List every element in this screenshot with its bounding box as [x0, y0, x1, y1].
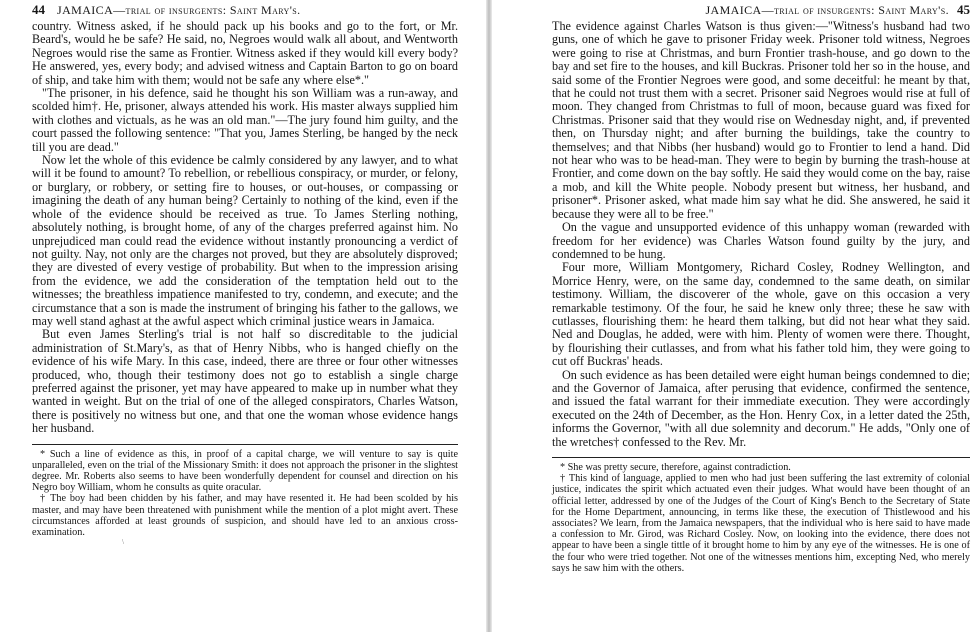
body-paragraph: On the vague and unsupported evidence of this unhappy woman (rewarded with freedom for her evidence) was Charles Watson found guilty by the jury, and condemned to be hung. — [552, 220, 970, 261]
body-paragraph: country. Witness asked, if he should pack up his books and go to the fort, or Mr. Beard's, would he be safe? He said, no, Negroes would walk all about, and Wentworth Negroes would rise the same as Frontier. Witness asked if they would kill every body? He answered, yes, every body; and advised witness and Captain Barton to go on board of ship, and take him with them; would not be safe any where else*." — [32, 19, 458, 87]
footnote: * Such a line of evidence as this, in proof of a capital charge, we will venture to say is quite unparalleled, even on the trial of the Missionary Smith: it does not approach the prisoner in the slightest degree. Mr. Roberts also seems to have been wonderfully dependent for counsel and direction on his Negro boy William, whom he consults as quite oracular. — [32, 448, 458, 494]
body-paragraph: But even James Sterling's trial is not half so discreditable to the judicial administration of St.Mary's, as that of Henry Nibbs, who is hanged chiefly on the evidence of his wife Mary. In this case, indeed, there are three or four other witnesses produced, who, though their testimony does not go to establish a single charge preferred against the prisoner, yet may have appeared to make up in number what they wanted in weight. But on the trial of one of the alleged conspirators, Charles Watson, there is positively no witness but one, and that one the woman whose evidence hangs her husband. — [32, 327, 458, 436]
body-paragraph: The evidence against Charles Watson is thus given:—"Witness's husband had two guns, one of which he gave to prisoner Friday week. Prisoner told witness, Negroes were going to rise at Christmas, and burn Frontier trash-house, and go down to the bay and set fire to the houses, and kill Buckras. Prisoner told her so in the house, and said some of the Frontier Negroes were good, and some deceitful: he meant by that, that he could not trust them with a secret. Prisoner said Negroes would rise at full of moon. They changed from Christmas to full of moon, because guard was fixed for Christmas. Prisoner said that they would rise on Wednesday night, and, if prevented then, on Thursday night; and after burning the buildings, take the country to themselves; and that Nibbs (her husband) would go to Frontier to lend a hand. Did not hear who was to be head-man. They were to begin by burning the trash-house at Frontier, and come down on the bay softly. He said they would come on the bay, raise a mob, and kill the White people. Nobody present but witness, her husband, and prisoner*. Prisoner asked, what made him say what he did. She answered, he said it because they were all to be free." — [552, 19, 970, 221]
right-footnotes — [552, 462, 970, 574]
body-paragraph: Now let the whole of this evidence be calmly considered by any lawyer, and to what will it be found to amount? To rebellion, or rebellious conspiracy, or murder, or felony, or burglary, or robbery, or setting fire to houses, or out-houses, or compassing or imagining the death of any human being? Certainly to nothing of the kind, even if the whole of the evidence should be received as true. To James Sterling nothing, absolutely nothing, is brought home, of any of the charges preferred against him. No unprejudiced man could read the evidence without instantly pronouncing a verdict of not guilty. Nay, not only are the charges not proved, but they are absolutely disproved; they are divested of every vestige of probability. But when to the impression arising from the evidence, we add the consideration of the temptation held out to the witnesses; the breathless impatience manifested to try, condemn, and execute; and the circumstance that a son is made the instrument of bringing his father to the gallows, we may well stand aghast at the awful aspect which criminal justice wears in Jamaica. — [32, 153, 458, 328]
right-body-text — [552, 20, 970, 449]
left-running-head: JAMAICA—trial of insurgents: Saint Mary's. — [57, 3, 301, 17]
left-page-header — [32, 2, 458, 18]
body-paragraph: On such evidence as has been detailed were eight human beings condemned to die; and the Governor of Jamaica, after perusing that evidence, confirmed the sentence, and issued the fatal warrant for their immediate execution. They were accordingly executed on the 24th of December, as the Hon. Henry Cox, in a letter dated the 25th, informs the Governor, "with all due solemnity and decorum." He adds, "Only one of the wretches† confessed to the Rev. Mr. — [552, 367, 970, 449]
footnote: † The boy had been chidden by his father, and may have resented it. He had been scolded by his master, and may have been threatened with punishment while the mention of a plot might avert. These circumstances afforded at least grounds of suspicion, and should have led to an anxious cross-examination. — [32, 493, 458, 539]
body-paragraph: Four more, William Montgomery, Richard Cosley, Rodney Wellington, and Morrice Henry, were, on the same day, condemned to the same death, on similar testimony. William, the discoverer of the whole, gave on this occasion a very remarkable testimony. Of the four, he said he knew only three; these he saw with cutlasses, flourishing them: he heard them talking, but did not hear what they said. Ned and Douglas, he added, were with him. Plenty of women were there. Thought, by flourishing their cutlasses, and from what his father told him, they were going to cut off Buckras' heads. — [552, 260, 970, 369]
left-page — [0, 0, 486, 632]
right-page — [492, 0, 980, 632]
footnote: † This kind of language, applied to men who had just been suffering the last extremity of colonial justice, indicates the spirit which actuated even their judges. What would have been thought of an official letter, addressed by one of the Judges of the Court of King's Bench to the Secretary of State for the Home Department, announcing, in terms like these, the execution of Thistlewood and his associates? We learn, from the Jamaica newspapers, that the individual who is here said to have made a confession to Mr. Girod, was Richard Cosley. Now, on looking into the evidence, there does not appear to have been a single tittle of it brought home to him by any eye of the witnesses. He is one of the four who were tried together. Not one of the witnesses mentions him, excepting Ned, who merely says he saw him with the others. — [552, 473, 970, 574]
right-page-number: 45 — [957, 2, 970, 17]
left-page-number: 44 — [32, 2, 45, 17]
footnote-rule — [32, 444, 458, 445]
left-body-text — [32, 20, 458, 436]
footnote: * She was pretty secure, therefore, against contradiction. — [560, 462, 791, 473]
right-running-head: JAMAICA—trial of insurgents: Saint Mary's. — [705, 3, 949, 17]
body-paragraph: "The prisoner, in his defence, said he thought his son William was a run-away, and scolded him†. He, prisoner, always attended his work. His master always supplied him with clothes and victuals, as he was an old man."—The jury found him guilty, and the court passed the following sentence: "That you, James Sterling, be hanged by the neck till you are dead." — [32, 86, 458, 154]
right-page-header — [552, 2, 970, 18]
stray-mark: \ — [122, 538, 124, 547]
left-footnotes — [32, 449, 458, 539]
footnote-rule — [552, 457, 970, 458]
